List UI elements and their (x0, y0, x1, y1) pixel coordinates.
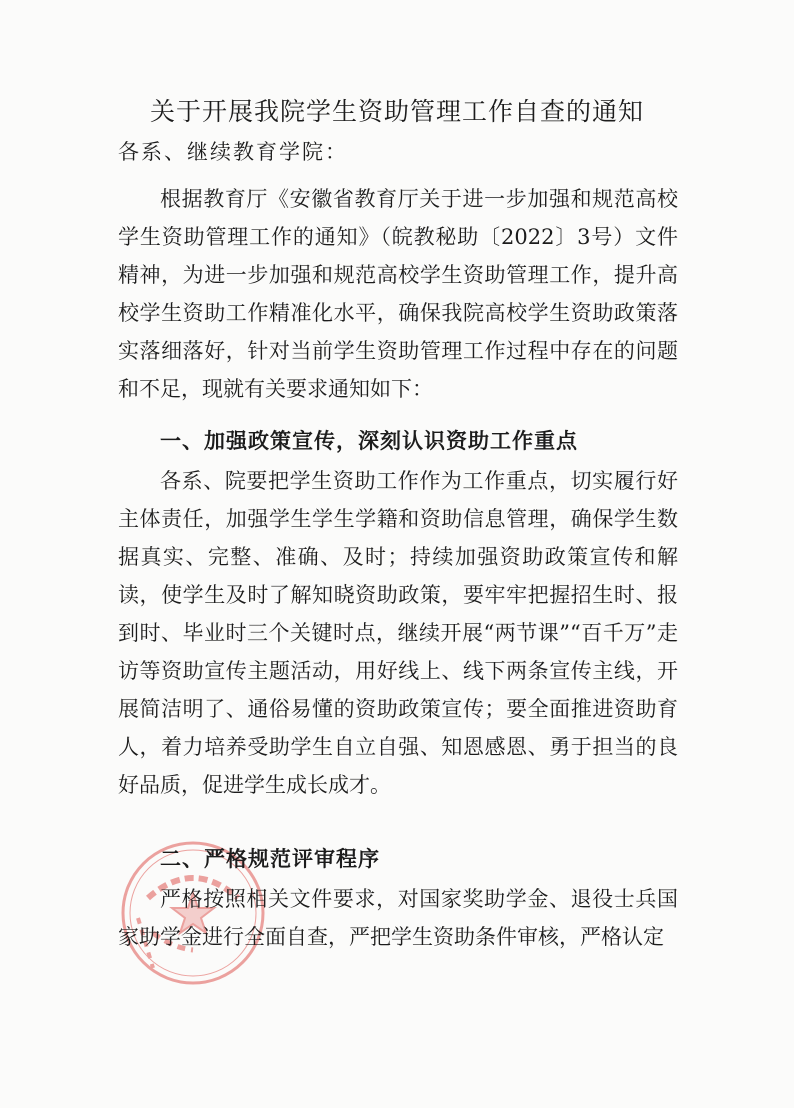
section-2-paragraph: 严格按照相关文件要求，对国家奖助学金、退役士兵国家助学金进行全面自查，严把学生资助条件审核，严格认定 (118, 887, 678, 949)
document-title: 关于开展我院学生资助管理工作自查的通知 (149, 97, 644, 126)
salutation: 各系、继续教育学院： (118, 140, 348, 164)
section-1-heading: 一、加强政策宣传，深刻认识资助工作重点 (160, 428, 578, 453)
intro-paragraph: 根据教育厅《安徽省教育厅关于进一步加强和规范高校学生资助管理工作的通知》（皖教秘助〔2022〕3号）文件精神，为进一步加强和规范高校学生资助管理工作，提升高校学生资助工作精准化水平，确保我院高校学生资助政策落实落细落好，针对当前学生资助管理工作过程中存在的问题和不足，现就有关要求通知如下： (118, 187, 678, 401)
section-1-paragraph: 各系、院要把学生资助工作作为工作重点，切实履行好主体责任，加强学生学生学籍和资助信息管理，确保学生数据真实、完整、准确、及时；持续加强资助政策宣传和解读，使学生及时了解知晓资助政策，要牢牢把握招生时、报到时、毕业时三个关键时点，继续开展“两节课”“百千万”走访等资助宣传主题活动，用好线上、线下两条宣传主线，开展简洁明了、通俗易懂的资助政策宣传；要全面推进资助育人，着力培养受助学生自立自强、知恩感恩、勇于担当的良好品质，促进学生成长成才。 (118, 469, 678, 797)
section-2-heading: 二、严格规范评审程序 (160, 846, 380, 871)
